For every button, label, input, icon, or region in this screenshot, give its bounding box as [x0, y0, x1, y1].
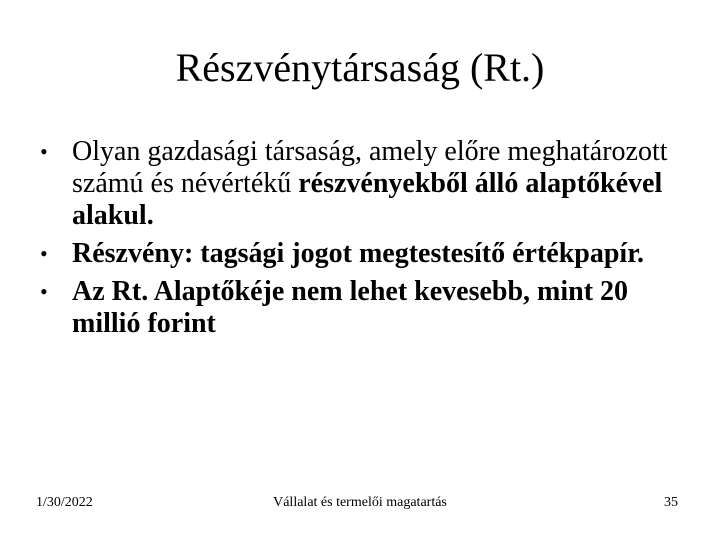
bullet-dot-icon: •: [40, 279, 48, 304]
bullet-text-bold: Az Rt. Alaptőkéje nem lehet kevesebb, mint 20 millió forint: [72, 276, 629, 339]
bullet-text-bold: Részvény: tagsági jogot megtestesítő értékpapír.: [72, 238, 645, 269]
bullet-list: [40, 136, 690, 346]
bullet-dot-icon: •: [40, 241, 48, 266]
footer-center-text: Vállalat és termelői magatartás: [273, 495, 447, 510]
bullet-text-bold: részvényekből álló alaptőkével alakul.: [72, 168, 663, 231]
bullet-item-2: [40, 238, 690, 270]
slide-title: Részvénytársaság (Rt.): [175, 45, 545, 90]
bullet-item-3: [40, 276, 690, 340]
bullet-item-1: [40, 136, 690, 232]
bullet-dot-icon: •: [40, 139, 48, 164]
footer-page-number: 35: [664, 495, 678, 510]
footer-date: 1/30/2022: [36, 495, 93, 510]
bullet-text-normal: Olyan gazdasági társaság, amely előre meghatározott számú és névértékű: [72, 136, 668, 199]
